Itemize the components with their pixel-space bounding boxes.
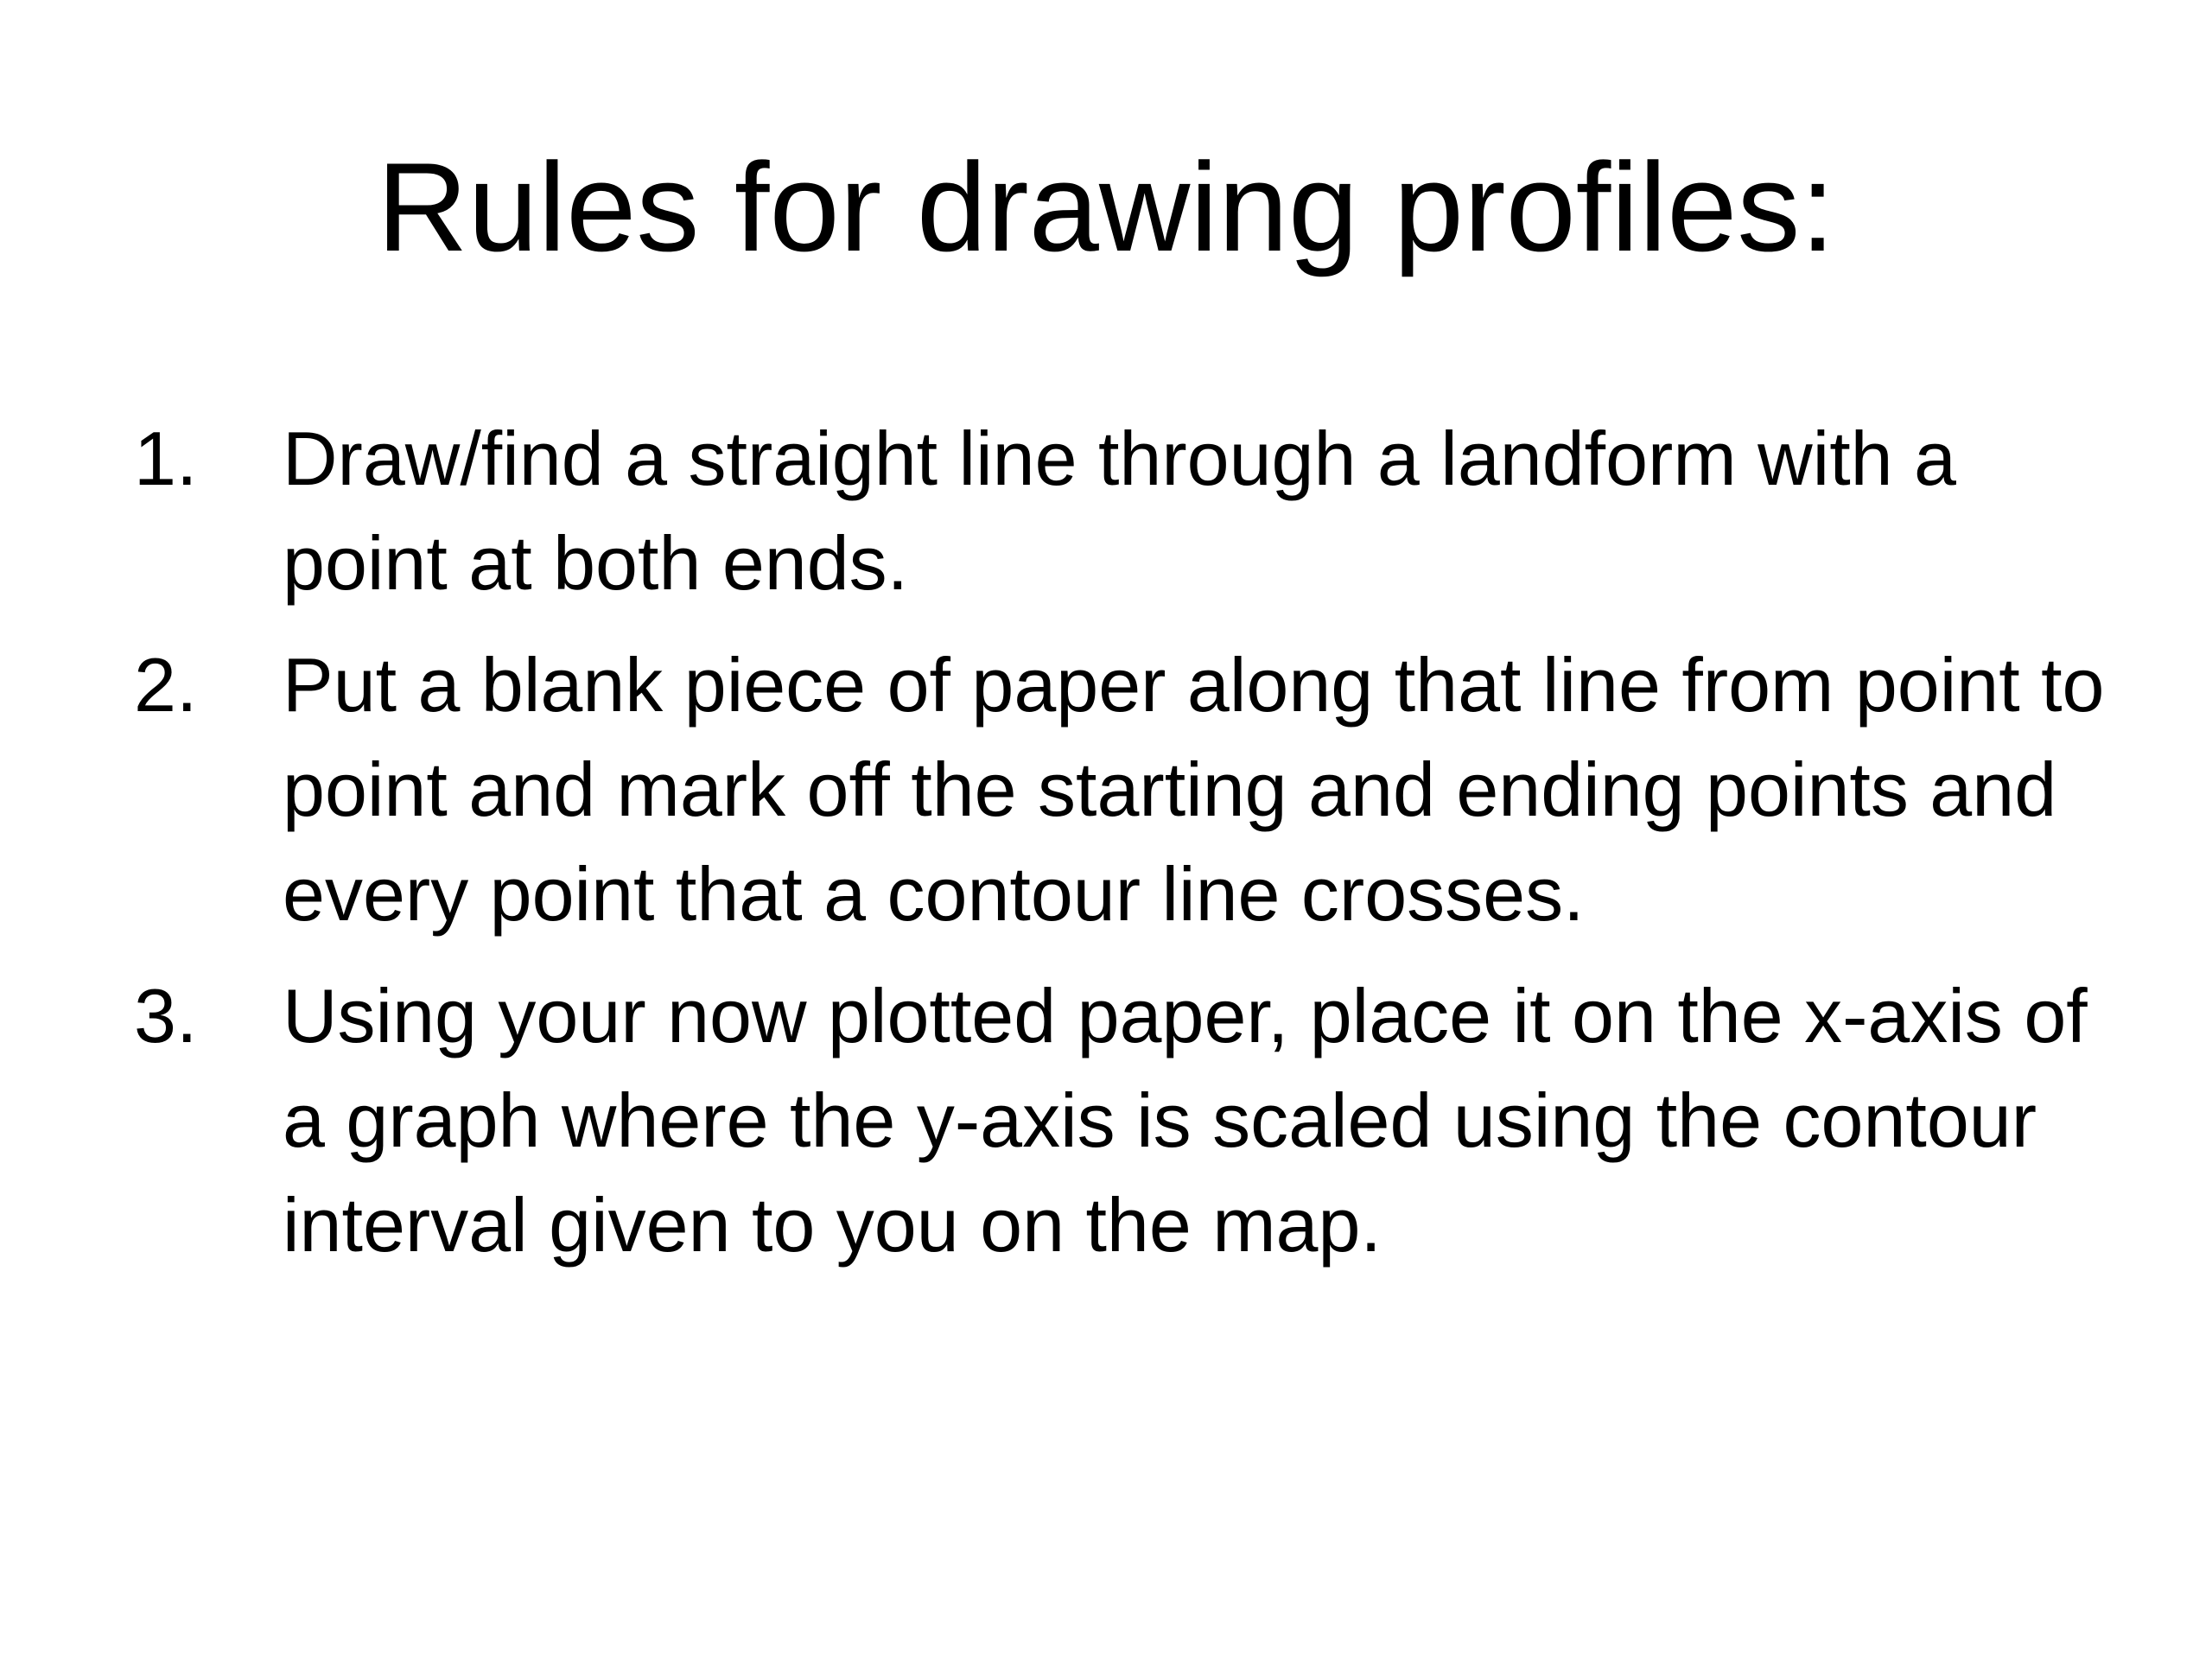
rule-item-2 bbox=[134, 632, 2113, 946]
slide-title: Rules for drawing profiles: bbox=[377, 137, 1835, 277]
rule-number: 1. bbox=[134, 416, 198, 501]
rule-text: Using your now plotted paper, place it on the x-axis of a graph where the y-axis is scaled using the contour interval given to you on the map. bbox=[283, 973, 2088, 1268]
rule-number: 3. bbox=[134, 973, 198, 1058]
rule-item-3 bbox=[134, 963, 2113, 1277]
rule-number: 2. bbox=[134, 642, 198, 728]
rule-item-1 bbox=[134, 406, 2113, 615]
rule-text: Draw/find a straight line through a landform with a point at both ends. bbox=[283, 416, 1956, 606]
rules-list bbox=[134, 406, 2113, 1294]
rule-text: Put a blank piece of paper along that line from point to point and mark off the starting and ending points and every point that a contour line crosses. bbox=[283, 642, 2105, 937]
